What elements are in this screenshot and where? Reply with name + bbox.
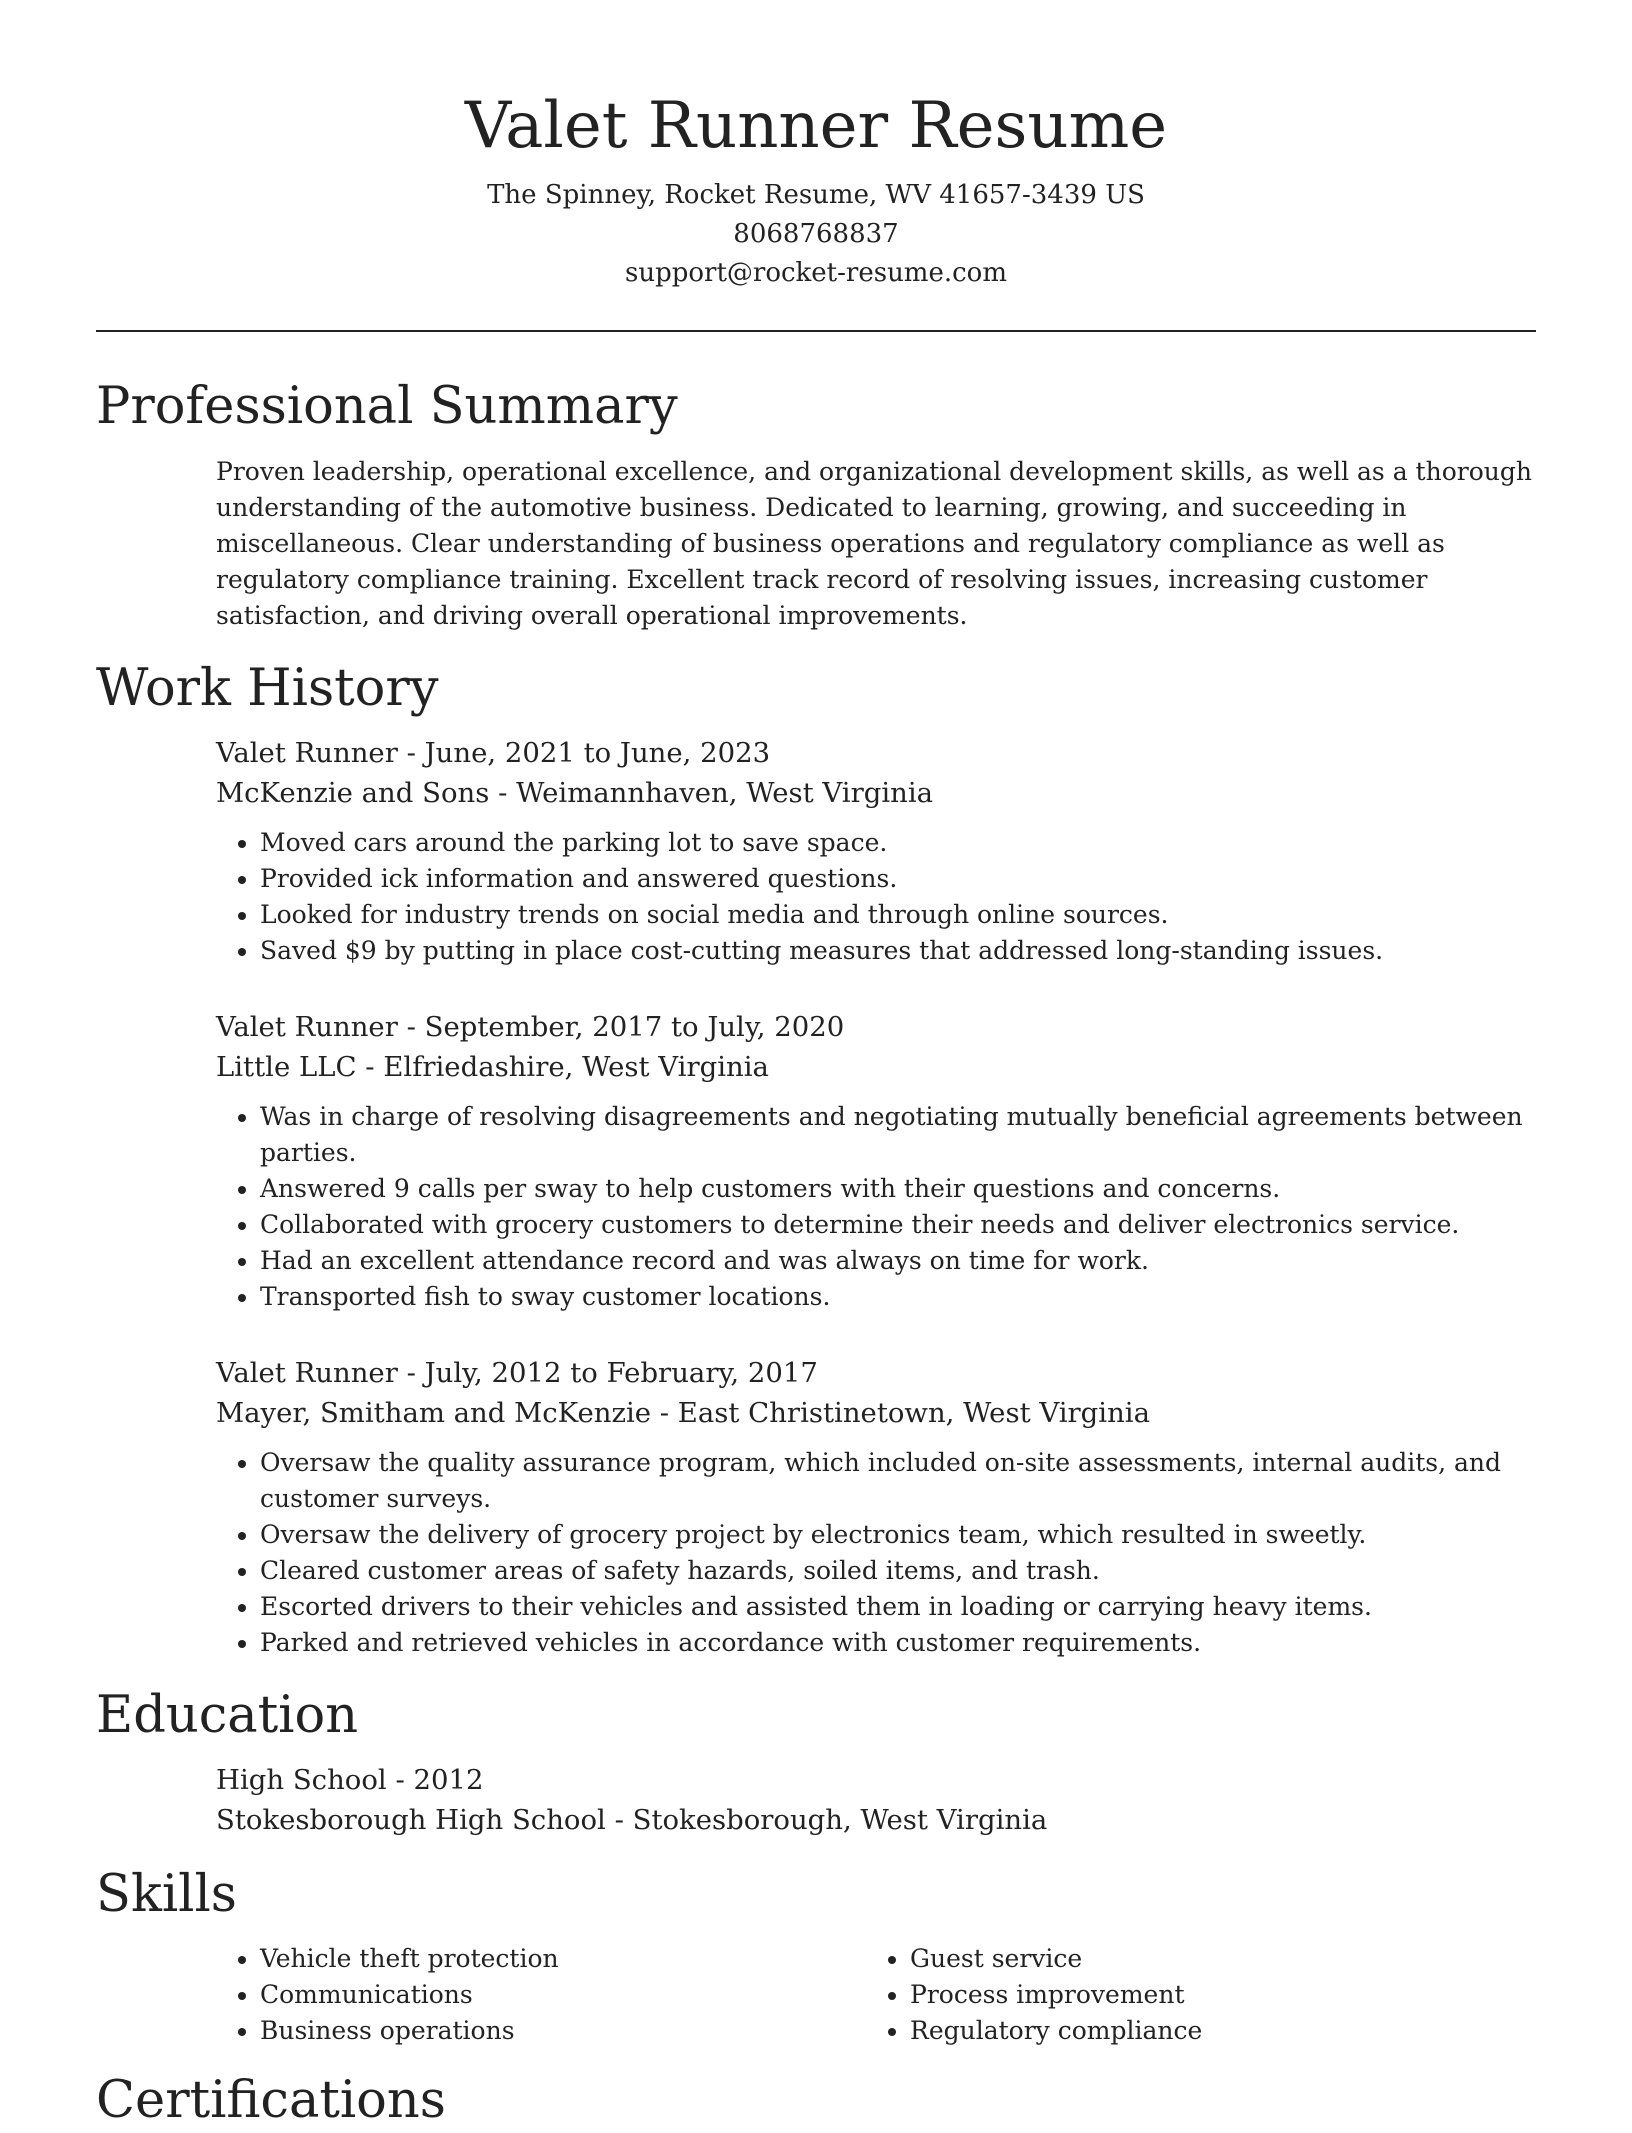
list-item: • Answered 9 calls per sway to help customers with their questions and concerns. [260, 1171, 1536, 1207]
list-item: • Process improvement [910, 1977, 1516, 2013]
list-item: • Regulatory compliance [910, 2013, 1516, 2049]
list-item: • Parked and retrieved vehicles in accordance with customer requirements. [260, 1625, 1536, 1661]
resume-title: Valet Runner Resume [464, 89, 1168, 163]
job-employer: Mayer, Smitham and McKenzie [216, 1397, 652, 1429]
certifications-heading: Certifications [96, 2071, 446, 2130]
list-item: • Transported fish to sway customer locations. [260, 1279, 1536, 1315]
job-employer-line [216, 1393, 1536, 1433]
list-item: • Guest service [910, 1941, 1516, 1977]
job-bullets [216, 1099, 1536, 1315]
skills-grid [216, 1941, 1536, 2049]
skills-heading: Skills [96, 1865, 237, 1924]
list-item: • Looked for industry trends on social media and through online sources. [260, 897, 1536, 933]
list-item: • Saved $9 by putting in place cost-cutting measures that addressed long-standing issues. [260, 933, 1536, 969]
job-employer-line [216, 1047, 1536, 1087]
certifications-section [96, 2069, 1536, 2133]
school-location: - Stokesborough, West Virginia [605, 1804, 1048, 1836]
job-bullets [216, 1445, 1536, 1661]
job-title: Valet Runner [216, 737, 398, 769]
header-divider [96, 330, 1536, 332]
list-item: • Moved cars around the parking lot to save space. [260, 825, 1536, 861]
list-item: • Provided ick information and answered questions. [260, 861, 1536, 897]
contact-email: support@rocket-resume.com [624, 258, 1007, 288]
skills-list [866, 1941, 1516, 2049]
list-item: • Oversaw the delivery of grocery project by electronics team, which resulted in sweetly. [260, 1517, 1536, 1553]
list-item: • Oversaw the quality assurance program, which included on-site assessments, internal audits, and customer surveys. [260, 1445, 1536, 1517]
job-location: - Weimannhaven, West Virginia [489, 777, 934, 809]
job-employer: McKenzie and Sons [216, 777, 490, 809]
work-history-section [96, 657, 1536, 1661]
list-item: • Escorted drivers to their vehicles and assisted them in loading or carrying heavy items. [260, 1589, 1536, 1625]
skills-section [96, 1863, 1536, 2049]
job-entry [216, 733, 1536, 969]
job-title-line [216, 1353, 1536, 1393]
school-name: Stokesborough High School [216, 1804, 606, 1836]
job-location: - East Christinetown, West Virginia [651, 1397, 1150, 1429]
job-dates: - September, 2017 to July, 2020 [397, 1011, 845, 1043]
list-item: • Was in charge of resolving disagreements and negotiating mutually beneficial agreements between parties. [260, 1099, 1536, 1171]
job-title-line [216, 733, 1536, 773]
summary-text: Proven leadership, operational excellence, and organizational development skills, as well as a thorough understanding of the automotive business. Dedicated to learning, growing, and succeeding in miscellaneous. Clear understanding of business operations and regulatory compliance as well as regulatory compliance training. Excellent track record of resolving issues, increasing customer satisfaction, and driving overall operational improvements. [216, 457, 1532, 630]
job-employer: Little LLC [216, 1051, 357, 1083]
degree-line [216, 1760, 1536, 1800]
job-employer-line [216, 773, 1536, 813]
degree: High School [216, 1764, 387, 1796]
list-item: • Cleared customer areas of safety hazards, soiled items, and trash. [260, 1553, 1536, 1589]
education-section [96, 1684, 1536, 1840]
job-entry [216, 1353, 1536, 1661]
education-heading: Education [96, 1686, 359, 1745]
job-title-line [216, 1007, 1536, 1047]
contact-phone: 8068768837 [733, 219, 899, 249]
education-entry [216, 1760, 1536, 1840]
summary-heading: Professional Summary [96, 377, 678, 436]
list-item: • Collaborated with grocery customers to determine their needs and deliver electronics service. [260, 1207, 1536, 1243]
list-item: • Communications [260, 1977, 866, 2013]
job-bullets [216, 825, 1536, 969]
skills-column-left [216, 1941, 866, 2049]
list-item: • Had an excellent attendance record and was always on time for work. [260, 1243, 1536, 1279]
job-dates: - June, 2021 to June, 2023 [397, 737, 771, 769]
school-line [216, 1800, 1536, 1840]
job-title: Valet Runner [216, 1357, 398, 1389]
graduation-year: - 2012 [386, 1764, 484, 1796]
job-entry [216, 1007, 1536, 1315]
summary-section [96, 375, 1536, 634]
contact-address: The Spinney, Rocket Resume, WV 41657-3439 US [487, 180, 1145, 210]
work-history-heading: Work History [96, 659, 439, 718]
skills-column-right [866, 1941, 1516, 2049]
resume-page [96, 0, 1536, 2133]
job-location: - Elfriedashire, West Virginia [356, 1051, 769, 1083]
job-title: Valet Runner [216, 1011, 398, 1043]
job-dates: - July, 2012 to February, 2017 [397, 1357, 818, 1389]
list-item: • Business operations [260, 2013, 866, 2049]
list-item: • Vehicle theft protection [260, 1941, 866, 1977]
skills-list [216, 1941, 866, 2049]
